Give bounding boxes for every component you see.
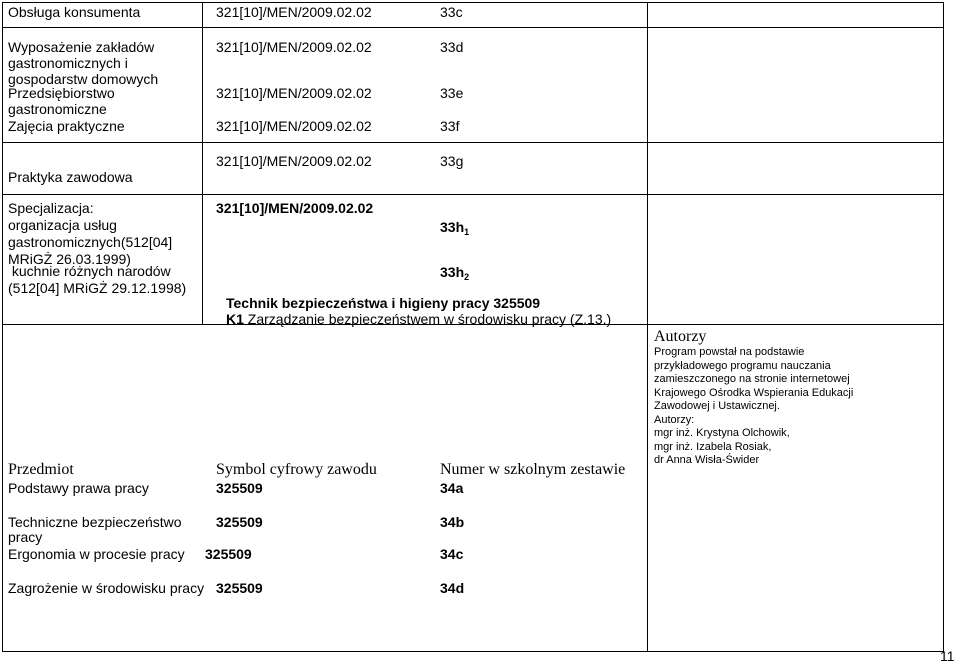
subject-cell: Techniczne bezpieczeństwo [8, 514, 182, 530]
code-cell: 321[10]/MEN/2009.02.02 [216, 200, 374, 216]
code-cell: 325509 [216, 580, 263, 596]
number-cell: 33c [440, 4, 463, 20]
subject-cell: gastronomiczne [8, 101, 107, 117]
specialization-text: kuchnie różnych narodów [8, 263, 171, 279]
authors-text: Program powstał na podstawie [654, 346, 805, 358]
code-cell: 325509 [216, 514, 263, 530]
authors-text: Krajowego Ośrodka Wspierania Edukacji [654, 386, 854, 399]
subject-cell: Podstawy prawa pracy [8, 480, 149, 496]
authors-text: mgr inż. Izabela Rosiak, [654, 440, 772, 453]
specialization-text: (512[04] MRiGŻ 29.12.1998) [8, 280, 187, 296]
number-cell: 33e [440, 85, 464, 101]
column-divider [647, 2, 648, 324]
number-cell: 34a [440, 480, 464, 496]
authors-text: przykładowego programu nauczania [654, 359, 831, 372]
qualification-title: Technik bezpieczeństwa i higieny pracy 325509 [226, 295, 541, 311]
header-number: Numer w szkolnym zestawie [440, 461, 626, 478]
row-divider [2, 27, 944, 28]
number-cell: $33h_2$ [440, 264, 470, 282]
subject-cell: pracy [8, 529, 43, 545]
subject-cell: Zajęcia praktyczne [8, 118, 125, 134]
specialization-text: Specjalizacja: [8, 200, 94, 216]
column-divider [647, 324, 648, 652]
subject-cell: Obsługa konsumenta [8, 4, 141, 20]
specialization-text: gastronomicznych(512[04] [8, 234, 173, 250]
number-cell: 34c [440, 546, 464, 562]
column-divider [202, 2, 203, 324]
subject-cell: Przedsiębiorstwo [8, 85, 115, 101]
subject-cell: Wyposażenie zakładów [8, 39, 155, 55]
page-number: 11 [940, 648, 955, 664]
specialization-text: organizacja usług [8, 217, 117, 233]
number-cell: 33d [440, 39, 464, 55]
authors-text: zamieszczonego na stronie internetowej [654, 373, 850, 385]
header-subject: Przedmiot [8, 461, 74, 478]
number-cell: $33h_1$ [440, 219, 470, 237]
subject-cell: Ergonomia w procesie pracy [8, 546, 185, 562]
specialization-text: MRiGŻ 26.03.1999) [8, 251, 131, 267]
code-cell: 321[10]/MEN/2009.02.02 [216, 85, 372, 101]
subject-cell: gospodarstw domowych [8, 71, 159, 87]
number-cell: 33g [440, 153, 464, 169]
row-divider [2, 194, 944, 195]
authors-text: Zawodowej i Ustawicznej. [654, 400, 780, 412]
number-cell: 34d [440, 580, 465, 596]
code-cell: 325509 [216, 480, 263, 496]
authors-text: Autorzy: [654, 413, 695, 426]
subject-cell: Zagrożenie w środowisku pracy [8, 580, 205, 596]
row-divider [2, 142, 944, 143]
code-cell: 321[10]/MEN/2009.02.02 [216, 39, 372, 55]
code-cell: 321[10]/MEN/2009.02.02 [216, 4, 372, 20]
number-cell: 33f [440, 118, 460, 134]
qualification-unit: K1 Zarządzanie bezpieczeństwem w środowisku pracy (Z.13.) [226, 311, 612, 327]
authors-title: Autorzy [654, 328, 707, 345]
subject-cell: Praktyka zawodowa [8, 169, 133, 185]
code-cell: 325509 [205, 546, 252, 562]
code-cell: 321[10]/MEN/2009.02.02 [216, 118, 372, 134]
header-code: Symbol cyfrowy zawodu [216, 461, 377, 478]
code-cell: 321[10]/MEN/2009.02.02 [216, 153, 372, 169]
authors-text: mgr inż. Krystyna Olchowik, [654, 427, 790, 439]
authors-text: dr Anna Wisła-Świder [654, 454, 760, 466]
subject-cell: gastronomicznych i [8, 55, 128, 71]
number-cell: 34b [440, 514, 465, 530]
